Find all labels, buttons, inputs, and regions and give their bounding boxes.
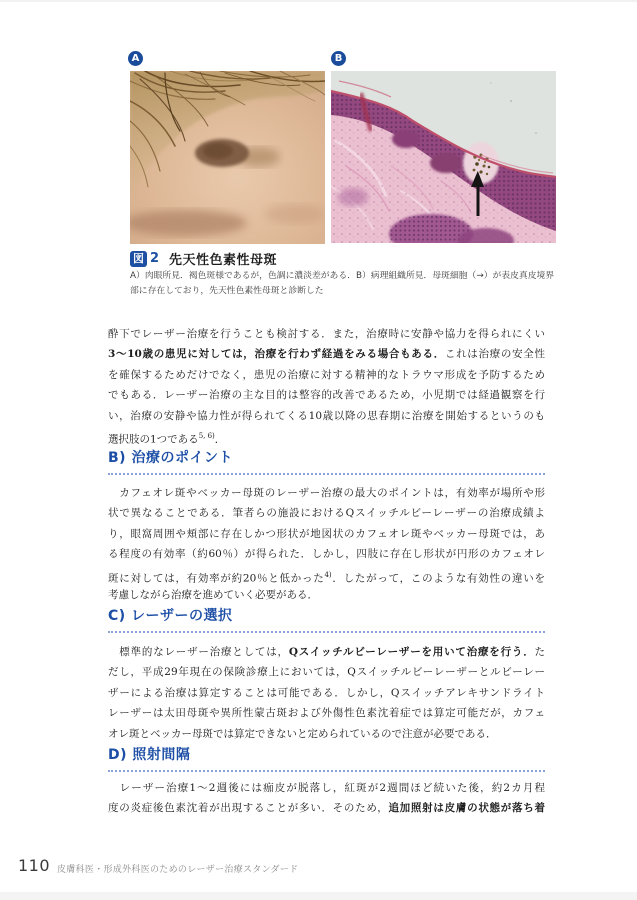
text-line (108, 703, 545, 723)
body-text: 考慮しながら治療を進めていく必要がある． (108, 588, 318, 601)
body-text: い，治療の安静や協力性が得られてくる10歳以降の思春期に治療を開始するというのも (108, 409, 545, 422)
reference-superscript: 4) (324, 570, 332, 579)
figure-caption-text (130, 269, 555, 298)
text-line (108, 565, 545, 585)
emphasized-text: Qスイッチルビーレーザーを用いて治療を行う． (288, 646, 535, 658)
emphasized-text: 3〜10歳の患児に対しては，治療を行わず経過をみる場合もある． (108, 348, 445, 361)
body-text: でもある．レーザー治療の主な目的は整容的改善であるため，小児期では経過観察を行 (108, 389, 545, 402)
section-heading-c: C) レーザーの選択 (108, 605, 545, 633)
histology-photo-b (331, 71, 556, 243)
text-line (108, 778, 545, 798)
text-line (108, 642, 545, 662)
body-text: レーザーは太田母斑や異所性蒙古斑および外傷性色素沈着症では算定可能だが，カフェ (108, 707, 545, 720)
figure-title: 先天性色素性母斑 (169, 253, 278, 268)
body-text: ． (214, 433, 226, 446)
text-line (108, 483, 545, 503)
text-line (108, 385, 545, 405)
body-text: だし，平成29年現在の保険診療上においては，Qスイッチルビーレーザーとルビーレー (108, 666, 545, 679)
running-title: 皮膚科医・形成外科医のためのレーザー治療スタンダード (57, 865, 299, 875)
body-text: る程度の有効率（約60％）が得られた．しかし，四肢に存在し形状が円形のカフェオレ (108, 548, 545, 561)
text-line (108, 365, 545, 385)
emphasized-text: 追加照射は皮膚の状態が落ち着 (388, 802, 545, 815)
clinical-photo-a (130, 71, 325, 244)
paragraph-intro (108, 324, 545, 446)
panel-a-badge: A (128, 51, 143, 66)
reference-superscript: 5, 6) (198, 431, 215, 440)
body-text: ．したがって，このような有効性の違いを (331, 572, 545, 585)
text-line (108, 524, 545, 544)
body-text: 選択肢の1つである (108, 433, 199, 446)
text-line (108, 324, 545, 344)
body-text: た (534, 646, 545, 658)
clinical-photo-illustration (130, 71, 325, 244)
text-line (108, 406, 545, 426)
body-text: を確保するためだけでなく，患児の治療に対する精神的なトラウマ形成を予防するため (108, 368, 545, 381)
body-text: 状で異なることである．筆者らの施設におけるQスイッチルビーレーザーの治療成績よ (108, 507, 545, 520)
page-bottom-edge (0, 892, 637, 900)
body-text: レーザー治療1〜2週後には痂皮が脱落し，紅斑が2週間ほど続いた後，約2カ月程 (108, 782, 545, 794)
figure-badge: 図 (130, 251, 147, 267)
body-text: オレ斑とベッカー母斑では算定できないと定められているので注意が必要である． (108, 727, 497, 740)
paragraph-laser-selection (108, 642, 545, 744)
text-line (108, 683, 545, 703)
panel-b-badge: B (331, 51, 346, 66)
text-line (108, 503, 545, 523)
body-text: 標準的なレーザー治療としては， (108, 646, 289, 658)
body-text: これは治療の安全性 (444, 348, 545, 361)
text-line (108, 544, 545, 564)
body-text: カフェオレ斑やベッカー母斑のレーザー治療の最大のポイントは，有効率が場所や形 (108, 487, 545, 499)
figure-number: 2 (150, 251, 160, 266)
text-line (108, 724, 545, 744)
paragraph-treatment-points (108, 483, 545, 605)
caption-line: A）肉眼所見．褐色斑様であるが，色調に濃淡差がある．B）病理組織所見．母斑細胞（→）が表皮真皮境界 (130, 271, 555, 281)
text-line (108, 344, 545, 364)
body-text: ザーによる治療は算定することは可能である．しかし，Qスイッチアレキサンドライト (108, 686, 545, 699)
paragraph-irradiation-interval (108, 778, 545, 819)
body-text: 酔下でレーザー治療を行うことも検討する．また，治療時に安静や協力を得られにくい (108, 328, 545, 340)
histology-illustration (331, 71, 556, 243)
page-number: 110 (18, 856, 51, 875)
section-heading-d: D) 照射間隔 (108, 744, 545, 772)
body-text: 度の炎症後色素沈着が出現することが多い．そのため， (108, 802, 389, 815)
body-text: 斑に対しては，有効率が約20％と低かった (108, 572, 325, 585)
text-line (108, 662, 545, 682)
figure-caption-title (130, 249, 277, 268)
caption-line: 部に存在しており，先天性色素性母斑と診断した (130, 285, 324, 296)
text-line (108, 426, 545, 446)
section-heading-b: B) 治療のポイント (108, 447, 545, 475)
text-line (108, 798, 545, 818)
body-text: り，眼窩周囲や頬部に存在しかつ形状が地図状のカフェオレ斑やベッカー母斑では，あ (108, 527, 545, 540)
text-line (108, 585, 545, 605)
